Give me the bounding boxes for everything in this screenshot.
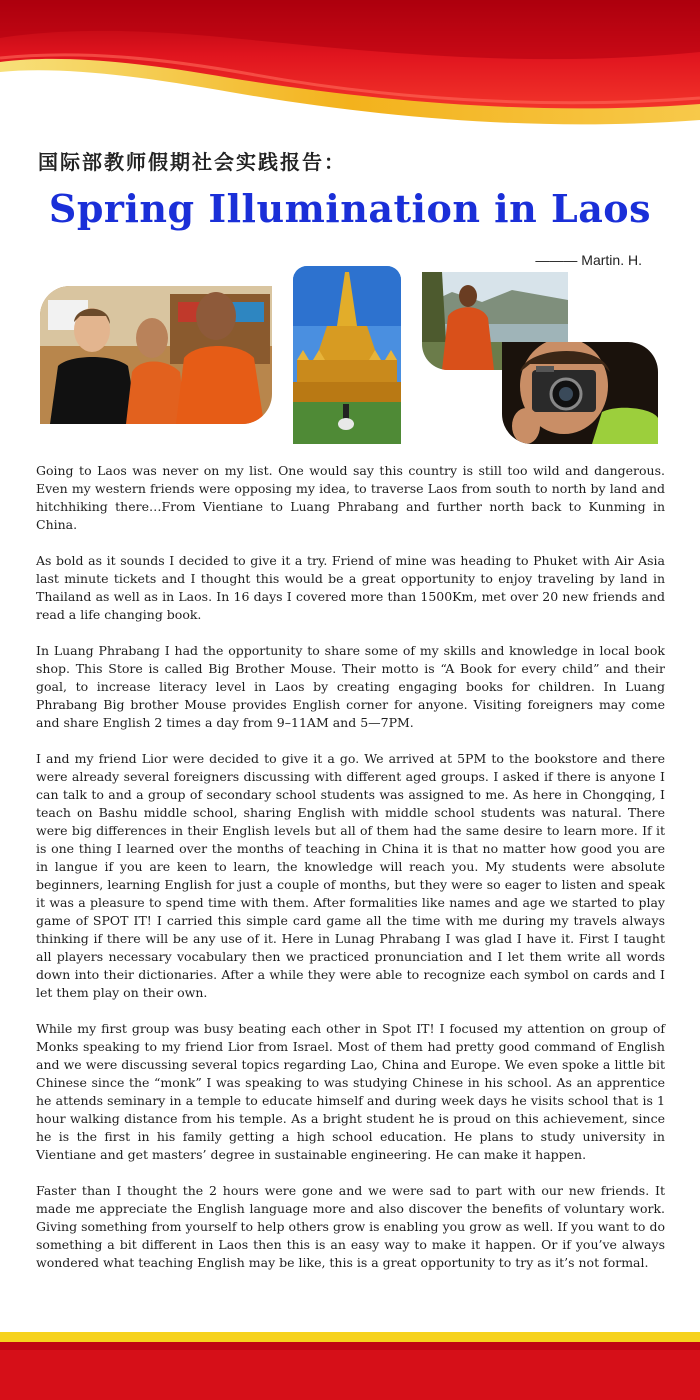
- article-paragraph: As bold as it sounds I decided to give it a try. Friend of mine was heading to Phuket with Air Asia last minute tickets and I thought this would be a great opportunity to enjoy traveling by land in Thailand as well as in Laos. In 16 days I covered more than 1500Km, met over 20 new friends and read a life changing book.: [36, 553, 665, 622]
- top-banner: [0, 0, 700, 140]
- article-paragraph: In Luang Phrabang I had the opportunity to share some of my skills and knowledge in local book shop. This Store is called Big Brother Mouse. Their motto is “A Book for every child” and their goal, to increase literacy level in Laos by creating engaging books for children. In Luang Phrabang Big brother Mouse provides English corner for anyone. Visiting foreigners may come and share English 2 times a day from 9–11AM and 5—7PM.: [36, 643, 665, 730]
- article-body: [36, 462, 665, 1290]
- article-paragraph: Faster than I thought the 2 hours were gone and we were sad to part with our new friends. It made me appreciate the English language more and also discover the benefits of voluntary work. Giving something from yourself to help others grow is enabling you grow as well. If you want to do something a bit different in Laos then this is an easy way to make it happen. Or if you’ve always wondered what teaching English may be like, this is a great opportunity to try as it’s not formal.: [36, 1183, 665, 1270]
- report-subtitle: 国际部教师假期社会实践报告：: [38, 150, 346, 174]
- bottom-banner: [0, 1330, 700, 1400]
- golden-stupa-photo: [293, 266, 401, 444]
- article-paragraph: Going to Laos was never on my list. One would say this country is still too wild and dangerous. Even my western friends were opposing my idea, to traverse Laos from south to north by land and hitchhiking there…From Vientiane to Luang Phrabang and further north back to Kunming in China.: [36, 463, 665, 532]
- page-title: Spring Illumination in Laos: [48, 186, 652, 231]
- article-paragraph: I and my friend Lior were decided to give it a go. We arrived at 5PM to the bookstore and there were already several foreigners discussing with different aged groups. I asked if there is anyone I can talk to and a group of secondary school students was assigned to me. As here in Chongqing, I teach on Bashu middle school, sharing English with middle school students was natural. There were big differences in their English levels but all of them had the same desire to learn more. If it is one thing I learned over the months of teaching in China it is that no matter how good you are in langue if you are keen to learn, the knowledge will reach you. My students were absolute beginners, learning English for just a couple of months, but they were so eager to listen and speak it was a pleasure to spend time with them. After formalities like names and age we started to play game of SPOT IT! I carried this simple card game all the time with me during my travels always thinking if there will be any use of it. Here in Lunag Phrabang I was glad I have it. First I taught all players necessary vocabulary then we practiced pronunciation and I let them write all words down into their dictionaries. After a while they were able to recognize each symbol on cards and I let them play on their own.: [36, 751, 665, 1000]
- author-byline: ——— Martin. H.: [535, 252, 642, 268]
- article-paragraph: While my first group was busy beating each other in Spot IT! I focused my attention on group of Monks speaking to my friend Lior from Israel. Most of them had pretty good command of English and we were discussing several topics regarding Lao, China and Europe. We even spoke a little bit Chinese since the “monk” I was speaking to was studying Chinese in his school. As an apprentice he attends seminary in a temple to educate himself and during week days he visits school that is 1 hour walking distance from his temple. As a bright student he is proud on this achievement, since he is the first in his family getting a high school education. He plans to study university in Vientiane and get masters’ degree in sustainable engineering. He can make it happen.: [36, 1021, 665, 1162]
- monks-group-photo: [40, 286, 272, 424]
- camera-portrait-photo: [502, 342, 658, 444]
